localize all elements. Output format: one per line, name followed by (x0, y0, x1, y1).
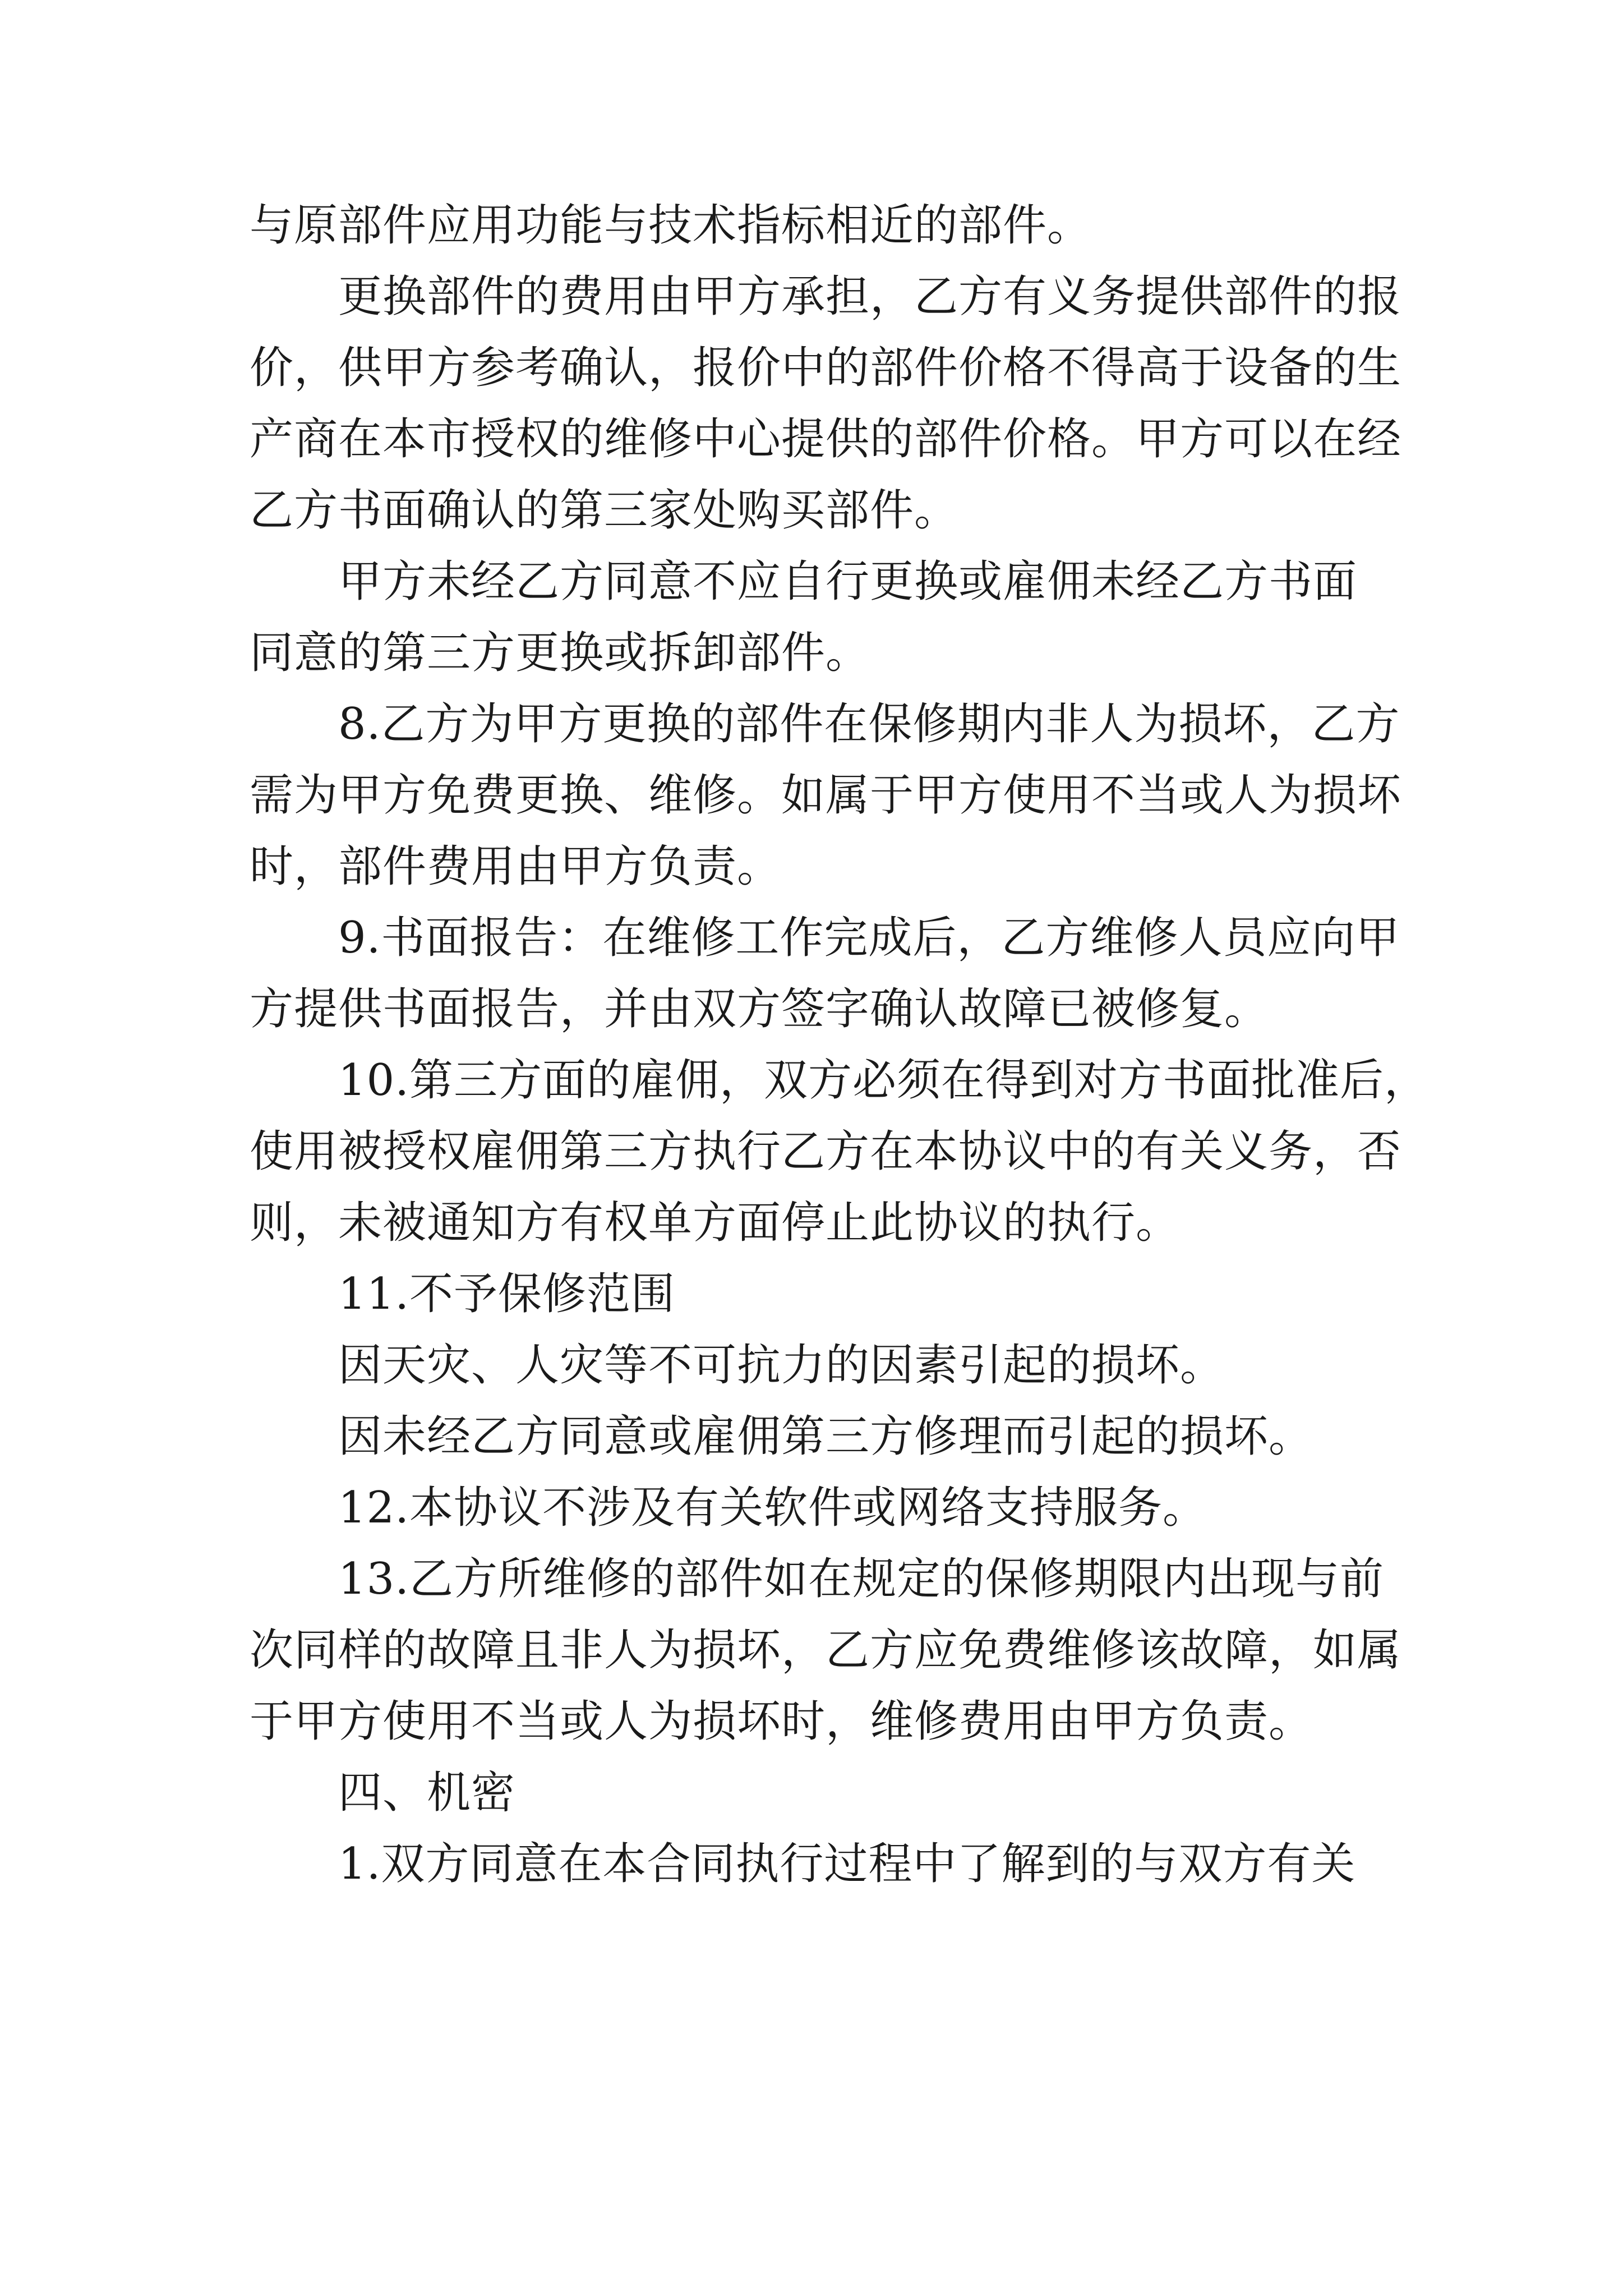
text-line-6: 甲方未经乙方同意不应自行更换或雇佣未经乙方书面 (338, 556, 1358, 607)
text-line-9: 需为甲方免费更换、维修。如属于甲方使用不当或人为损坏 (250, 770, 1402, 821)
text-line-24: 1.双方同意在本合同执行过程中了解到的与双方有关 (338, 1839, 1356, 1889)
text-line-4: 产商在本市授权的维修中心提供的部件价格。甲方可以在经 (250, 414, 1402, 464)
text-line-11: 9.书面报告：在维修工作完成后，乙方维修人员应向甲 (338, 913, 1400, 963)
text-line-2: 更换部件的费用由甲方承担，乙方有义务提供部件的报 (338, 272, 1402, 322)
text-line-20: 13.乙方所维修的部件如在规定的保修期限内出现与前 (338, 1554, 1385, 1604)
section-heading: 四、机密 (338, 1768, 516, 1818)
text-line-8: 8.乙方为甲方更换的部件在保修期内非人为损坏，乙方 (338, 699, 1400, 749)
text-line-16: 11.不予保修范围 (338, 1269, 676, 1319)
text-line-21: 次同样的故障且非人为损坏，乙方应免费维修该故障，如属 (250, 1625, 1402, 1676)
text-line-7: 同意的第三方更换或拆卸部件。 (250, 628, 870, 678)
text-line-12: 方提供书面报告，并由双方签字确认故障已被修复。 (250, 984, 1269, 1034)
text-line-10: 时，部件费用由甲方负责。 (250, 841, 782, 892)
text-line-3: 价，供甲方参考确认，报价中的部件价格不得高于设备的生 (250, 343, 1402, 393)
text-line-1: 与原部件应用功能与技术指标相近的部件。 (250, 200, 1092, 251)
text-line-18: 因未经乙方同意或雇佣第三方修理而引起的损坏。 (338, 1411, 1313, 1462)
text-line-15: 则，未被通知方有权单方面停止此协议的执行。 (250, 1198, 1181, 1248)
text-line-14: 使用被授权雇佣第三方执行乙方在本协议中的有关义务，否 (250, 1126, 1402, 1177)
text-line-13: 10.第三方面的雇佣，双方必须在得到对方书面批准后， (338, 1055, 1429, 1106)
document-body (250, 200, 1429, 1913)
text-line-5: 乙方书面确认的第三家处购买部件。 (250, 485, 959, 536)
text-line-17: 因天灾、人灾等不可抗力的因素引起的损坏。 (338, 1340, 1225, 1391)
text-line-22: 于甲方使用不当或人为损坏时，维修费用由甲方负责。 (250, 1696, 1313, 1747)
text-line-19: 12.本协议不涉及有关软件或网络支持服务。 (338, 1483, 1207, 1533)
